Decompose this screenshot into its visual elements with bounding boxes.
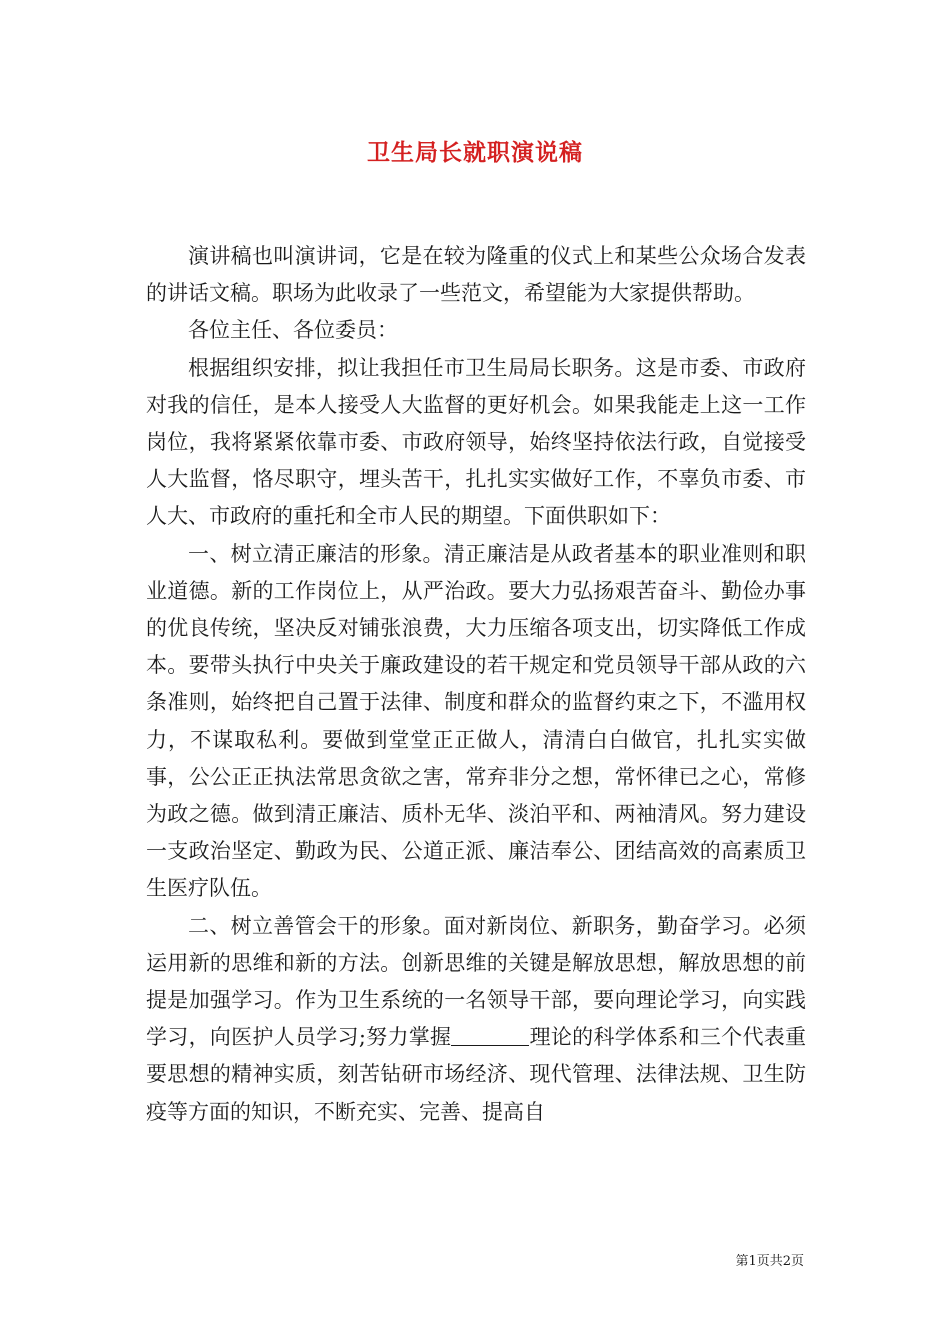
paragraph-salutation: 各位主任、各位委员： xyxy=(188,318,398,343)
paragraph-point-two-part-b: 理论的科学体系和三个代表重要思想的精神实质，刻苦钻研市场经济、现代管理、法律法规、卫生防疫等方面的知识，不断充实、完善、提高自 xyxy=(146,1025,807,1124)
paragraph-point-two xyxy=(146,908,806,1131)
paragraph-opening: 根据组织安排，拟让我担任市卫生局局长职务。这是市委、市政府对我的信任，是本人接受人大监督的更好机会。如果我能走上这一工作岗位，我将紧紧依靠市委、市政府领导，始终坚持依法行政，自觉接受人大监督，恪尽职守，埋头苦干，扎扎实实做好工作，不辜负市委、市人大、市政府的重托和全市人民的期望。下面供职如下： xyxy=(146,355,806,529)
page-number-footer: 第1页共2页 xyxy=(735,1254,804,1269)
paragraph-intro: 演讲稿也叫演讲词，它是在较为隆重的仪式上和某些公众场合发表的讲话文稿。职场为此收录了一些范文，希望能为大家提供帮助。 xyxy=(146,244,806,306)
document-title: 卫生局长就职演说稿 xyxy=(367,139,583,166)
paragraph-point-two-part-a: 二、树立善管会干的形象。面对新岗位、新职务，勤奋学习。必须运用新的思维和新的方法。创新思维的关键是解放思想，解放思想的前提是加强学习。作为卫生系统的一名领导干部，要向理论学习，向实践学习，向医护人员学习;努力掌握 xyxy=(146,913,806,1050)
paragraph-point-one: 一、树立清正廉洁的形象。清正廉洁是从政者基本的职业准则和职业道德。新的工作岗位上，从严治政。要大力弘扬艰苦奋斗、勤俭办事的优良传统，坚决反对铺张浪费，大力压缩各项支出，切实降低工作成本。要带头执行中央关于廉政建设的若干规定和党员领导干部从政的六条准则，始终把自己置于法律、制度和群众的监督约束之下，不滥用权力，不谋取私利。要做到堂堂正正做人，清清白白做官，扎扎实实做事，公公正正执法常思贪欲之害，常弃非分之想，常怀律已之心，常修为政之德。做到清正廉洁、质朴无华、淡泊平和、两袖清风。努力建设一支政治坚定、勤政为民、公道正派、廉洁奉公、团结高效的高素质卫生医疗队伍。 xyxy=(146,541,806,901)
fill-in-blank xyxy=(451,1024,529,1046)
document-body xyxy=(146,238,806,1131)
